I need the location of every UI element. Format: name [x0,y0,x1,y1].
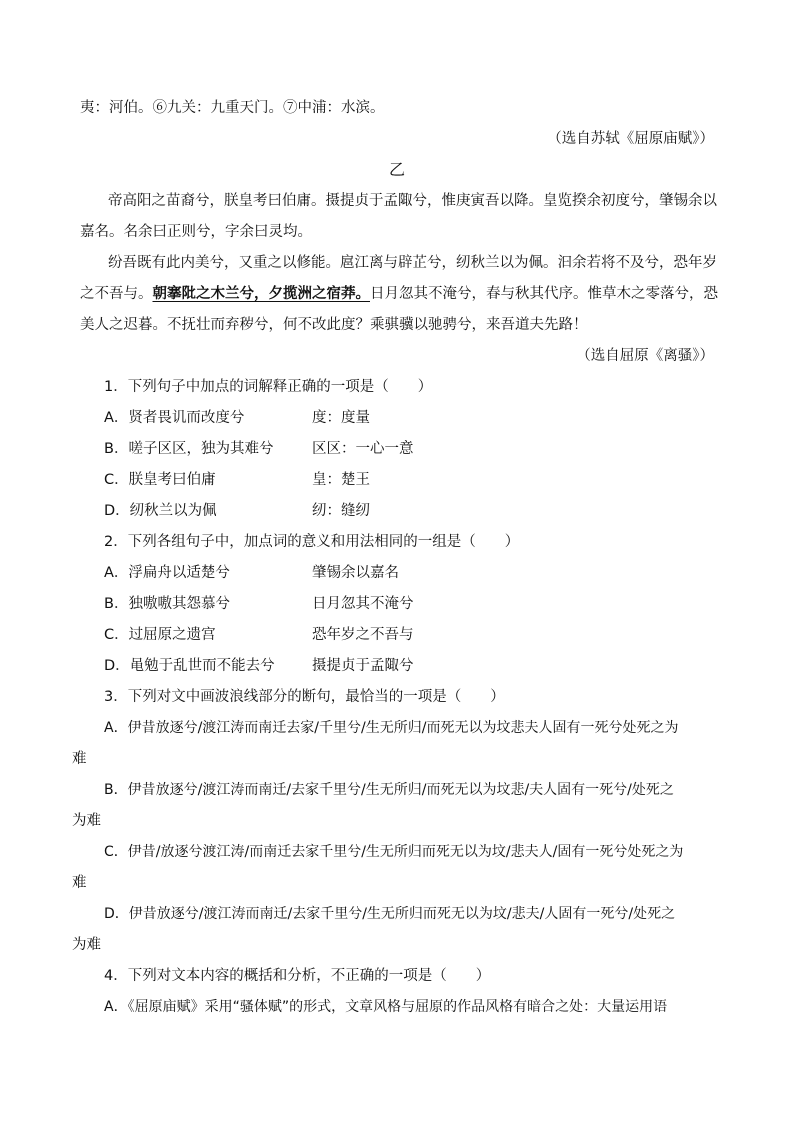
lisao-p2-line2-c: 日月忽其不淹兮，春与秋其代序。惟草木之零落兮，恐 [370,286,718,302]
footnote-tail: 夷：河伯。⑥九关：九重天门。⑦中浦：水滨。 [80,100,385,116]
q1-option-d: D．纫秋兰以为佩 [104,503,217,519]
q2-option-d: D．黾勉于乱世而不能去兮 [104,658,275,674]
q3-option-d-line2: 为难 [72,937,101,953]
q1-gloss-a: 度：度量 [312,410,370,426]
q2-option-b: B．独嗷嗷其怨慕兮 [104,596,230,612]
q3-option-b-line1: B．伊昔放逐兮/渡江涛而南迁/去家千里兮/生无所归/而死无以为坟悲/夫人固有一死兮/处死之 [104,782,674,798]
q2-pair-d: 摄提贞于孟陬兮 [312,658,414,674]
lisao-p1-line1: 帝高阳之苗裔兮，朕皇考曰伯庸。摄提贞于孟陬兮，惟庚寅吾以降。皇览揆余初度兮，肇锡余以 [108,193,717,209]
q2-pair-c: 恐年岁之不吾与 [312,627,414,643]
section-heading-yi: 乙 [388,160,405,179]
lisao-p2-line2-a: 之不吾与。 [80,286,153,302]
q1-gloss-d: 纫：缝纫 [312,503,370,519]
q1-gloss-b: 区区：一心一意 [312,441,414,457]
q2-stem: 2．下列各组句子中，加点词的意义和用法相同的一组是（ ） [104,534,520,550]
q2-pair-b: 日月忽其不淹兮 [312,596,414,612]
lisao-p1-line2: 嘉名。名余曰正则兮，字余曰灵均。 [80,224,312,240]
q1-stem: 1．下列句子中加点的词解释正确的一项是（ ） [104,379,433,395]
q2-option-c: C．过屈原之遗宫 [104,627,216,643]
q1-gloss-c: 皇：楚王 [312,472,370,488]
q4-stem: 4．下列对文本内容的概括和分析，不正确的一项是（ ） [104,968,491,984]
q1-option-b: B．嗟子区区，独为其难兮 [104,441,274,457]
lisao-p2-line2 [80,284,718,304]
q3-option-d-line1: D．伊昔放逐兮/渡江涛而南迁/去家千里兮/生无所归而死无以为坟/悲夫/人固有一死兮/处死之 [104,906,676,922]
q3-option-a-line2: 难 [72,751,87,767]
q3-option-a-line1: A．伊昔放逐兮/渡江涛而南迁去家/千里兮/生无所归/而死无以为坟悲夫人固有一死兮处死之为 [104,720,679,736]
q2-pair-a: 肇锡余以嘉名 [312,565,399,581]
lisao-underlined-sentence: 朝搴阰之木兰兮，夕揽洲之宿莽。 [152,285,370,302]
q3-option-c-line1: C．伊昔/放逐兮渡江涛/而南迁去家千里兮/生无所归而死无以为坟/悲夫人/固有一死兮处死之为 [104,844,684,860]
q3-option-c-line2: 难 [72,875,87,891]
q3-stem: 3．下列对文中画波浪线部分的断句，最恰当的一项是（ ） [104,689,505,705]
q4-option-a-line1: A．《屈原庙赋》采用“骚体赋”的形式，文章风格与屈原的作品风格有暗合之处：大量运用语 [104,999,668,1015]
q1-option-c: C．朕皇考曰伯庸 [104,472,216,488]
q2-option-a: A．浮扁舟以适楚兮 [104,565,230,581]
source-su-shi: （选自苏轼《屈原庙赋》） [547,131,714,147]
lisao-p2-line3: 美人之迟暮。不抚壮而弃秽兮，何不改此度？乘骐骥以驰骋兮，来吾道夫先路！ [80,317,588,333]
q1-option-a: A．贤者畏讥而改度兮 [104,410,245,426]
source-qu-yuan: （选自屈原《离骚》） [576,348,714,364]
lisao-p2-line1: 纷吾既有此内美兮，又重之以修能。扈江离与辟芷兮，纫秋兰以为佩。汩余若将不及兮，恐年岁 [108,255,717,271]
q3-option-b-line2: 为难 [72,813,101,829]
